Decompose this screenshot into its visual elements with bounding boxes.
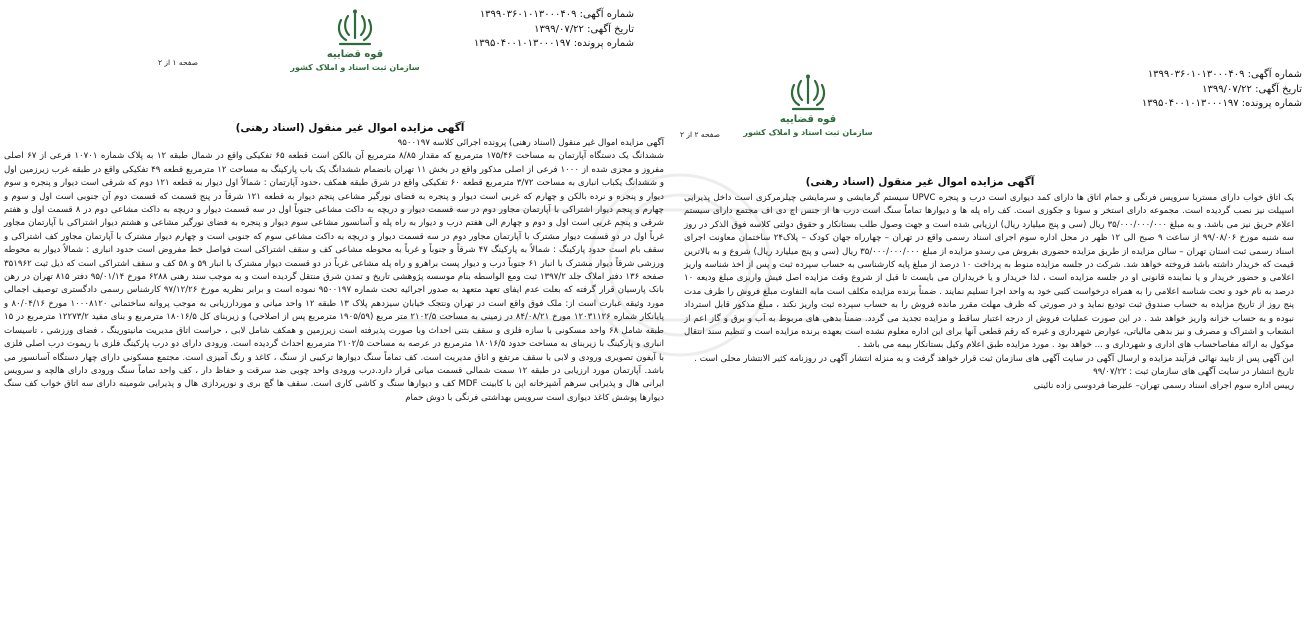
notice-body	[684, 192, 1294, 592]
page-label: صفحه ۲ از ۲	[680, 130, 720, 139]
ad-number: شماره آگهی: ۱۳۹۹۰۳۶۰۱۰۱۳۰۰۰۴۰۹	[1147, 69, 1302, 80]
judiciary-emblem-icon	[332, 8, 378, 48]
body-paragraph: یک اتاق خواب دارای مستربا سرویس فرنگی و حمام اتاق ها دارای کمد دیواری است درب و پنجره UPVC سیستم گرمایشی و سرمایشی چیلرمرکزی است داخل پذیرایی اسپیلت نیز نصب گردیده است. مجموعه دارای استخر و سونا و جکوزی است. کف راه پله ها و دیوارها تماماً سنگ است درب ها از جنس اچ دی اف مجتمع دارای سیستم اعلام حریق نیز می باشد. و به مبلغ ۳۵/۰۰۰/۰۰۰/۰۰۰ ریال (سی و پنج میلیارد ریال) ارزیابی شده است و جهت وصول طلب بستانکار و حقوق دولتی کلاسه فوق الذکر در روز سه شنبه مورخ ۹۹/۰۸/۰۶ از ساعت ۹ صبح الی ۱۲ ظهر در محل اداره سوم اجرای اسناد رسمی واقع در تهران – چهارراه جهان کودک – پلاک۲۴ ساختمان معاونت اجرای اسناد رسمی ثبت استان تهران – سالن مزایده از طریق مزایده حضوری بفروش می رسدو مزایده از مبلغ ۳۵/۰۰۰/۰۰۰/۰۰۰ ریال (سی و پنج میلیارد ریال) شروع و به بالاترین قیمت که خریدار داشته باشد فروخته خواهد شد. شرکت در جلسه مزایده منوط به پرداخت ۱۰ درصد از مبلغ پایه کارشناسی به حساب سپرده ثبت و پس از اخذ شناسه واریز اعلامی و حضور خریدار و یا نماینده قانونی او در جلسه مزایده است ، لذا خریدار و یا خریداران می بایست تا قبل از شروع وقت مزایده اصل فیش واریزی مبلغ ودیعه ۱۰ درصد به نام خود و تحت شناسه اعلامی را به همراه درخواست کتبی خود به واحد اجرا تسلیم نمایند . ضمناً برنده مزایده مکلف است مابه التفاوت مبلغ فروش را ظرف مدت پنج روز از تاریخ مزایده به حساب صندوق ثبت تودیع نماید و در صورتی که ظرف مهلت مقرر مانده فروش را به حساب سپرده ثبت واریز نکند ، مبلغ مذکور قابل استرداد نبوده و به حساب خزانه واریز خواهد شد . در این صورت عملیات فروش از درجه اعتبار ساقط و مزایده تجدید می گردد. ضمناً بدهی های مربوط به آب و برق و گاز اعم از انشعاب و اشتراک و مصرف و نیز بدهی مالیاتی، عوارض شهرداری و غیره که رقم قطعی آنها برای این اداره معلوم نشده است بعهده برنده مزایده است و تنظیم سند انتقال موکول به ارائه مفاصاحساب های اداری و شهرداری و ... خواهد بود . مورد مزایده طبق اعلام وکیل بستانکار بیمه می باشد .	[684, 193, 1295, 351]
notice-page-2	[660, 0, 1304, 620]
body-paragraph: این آگهی پس از تایید نهائی فرآیند مزایده و ارسال آگهی در سایت آگهی های سازمان ثبت قرار خواهد گرفت و به منزله انتشار آگهی در روزنامه کثیر الانتشار محلی است .	[694, 353, 1294, 364]
org-name-sub: سازمان ثبت اسناد و املاک کشور	[290, 63, 420, 72]
notice-body	[4, 137, 664, 620]
file-number: شماره پرونده: ۱۳۹۵۰۴۰۰۱۰۱۳۰۰۰۱۹۷	[473, 38, 634, 49]
page-label: صفحه ۱ از ۲	[158, 58, 198, 67]
ad-date: تاریخ آگهی: ۱۳۹۹/۰۷/۲۲	[534, 23, 634, 35]
judiciary-emblem	[290, 8, 420, 74]
body-paragraph: ششدانگ یک دستگاه آپارتمان به مساحت ۱۷۵/۴۶ مترمربع که مقدار ۸/۸۵ مترمربع آن بالکن است قطعه ۶۵ تفکیکی واقع در شمال طبقه ۱۲ به پلاک شماره ۱۰۷۰۱ فرعی از ۶۷ اصلی مفروز و مجزی شده از ۱۰۰۰ فرعی از اصلی مذکور واقع در بخش ۱۱ تهران بانضمام ششدانگ یک باب پارکینگ به مساحت ۱۲ مترمربع قطعه ۴۹ تفکیکی واقع در طبقه غرب زیرزمین اول و ششدانگ یکباب انباری به مساحت ۳/۷۲ مترمربع قطعه ۶۰ تفکیکی واقع در شرق طبقه همکف ،حدود آپارتمان : شمالاً اول دیوار به قطعه ۱۲۱ دوم که شرقی است دیوار و پنجره و سوم دیوار و پنجره و نرده بالکن و چهارم که غربی است دیوار و پنجره به فضای نورگیر مشاعی پنجم دیوار به قطعه ۱۲۱ شرقاً در پنج قسمت که قسمت دوم آن جنوبی است اول و سوم و چهارم و پنجم دیوار اشتراکی با آپارتمان مجاور دوم در سه قسمت دیوار و دریچه به داکت مشاعی جنوباً اول در سه قسمت دیوار و دریچه به داکت مشاعی دوم در ۸ قسمت اول و هفتم شرقی و پنجم غربی است اول و دوم و چهارم الی هفتم درب و دیوار به راه پله و آسانسور مشاعی سوم دیوار و پنجره به فضای نورگیر مشاعی و هشتم دیوار اشتراکی با آپارتمان مجاور غرباً اول در دو قسمت دیوار مشترک با آپارتمان مجاور دوم در سه قسمت دیوار و دریچه به داکت مشاعی سوم که جنوبی است و چهارم دیوار مشترک با آپارتمان مجاور کف اشتراکی و سقف بام است حدود پارکینگ : شمالاً به پارکینگ ۴۷ شرقاً و جنوباً و غرباً به محوطه مشاعی کف و سقف اشتراکی است فواصل خط مفروض است حدود انباری : شمالاً دیوار به محوطه ورزشی شرقاً دیوار مشترک با انبار ۶۱ جنوباً درب و دیوار پست براهرو و راه پله مشاعی غرباً در دو قسمت دیوار مشترک با انبار ۵۹ و ۵۸ کف و سقف اشتراکی است که ذیل ثبت ۳۵۱۹۶۲ صفحه ۱۳۶ دفتر املاک جلد ۱۳۹۷/۲ ثبت ومع الواسطه بنام موسسه پژوهشی تاریخ و تمدن شرق منتقل گردیده است و به موجب سند رهنی ۶۲۸۸ مورخ ۹۵/۰۱/۱۴ دفتر ۸۱۵ تهران در رهن بانک پارسیان قرار گرفته که بعلت عدم ایفای تعهد متعهد به صدور اجرائیه تحت شماره ۹۵۰۰۱۹۷ نموده است و برابر نظریه مورخ ۹۷/۱۲/۲۶ کارشناس رسمی دادگستری توصیف اجمالی مورد وثیقه عبارت است از: ملک فوق واقع است در تهران ونتجک خیابان سیزدهم پلاک ۱۳ طبقه ۱۲ واحد میانی و موردارزیابی به موجب پروانه ساختمانی ۱۰۰۰۸۱۲۰ مورخ ۸۰/۰۴/۱۶ و پایانکار شماره ۱۲۰۳۱۱۲۶ مورخ ۸۴/۰۸/۲۱ در زمینی به مساحت ۲۱۰۲/۵ متر مربع (۱۹۰۵/۵۹ مترمربع پس از اصلاحی) و زیربنای کل ۱۸۰۱۶/۵ مترمربع و بنای مفید ۱۲۲۷۳/۲ مترمربع در ۱۵ طبقه شامل ۶۸ واحد مسکونی با سازه فلزی و سقف بتنی احداث وبا صورت پذیرفته است زیرزمین و همکف شامل لابی ، حراست اتاق مدیریت مانیتورینگ ، فضای ورزشی ، تاسیسات انباری و پارکینگ با زیربنای به مساحت حدود ۱۸۰۱۶/۵ مترمربع در عرصه به مساحت ۲۱۰۲/۵ مترمربع احداث گردیده است. ورودی دارای دو درب پارکینگ فلزی با ریموت درب اصلی فلزی با آیفون تصویری ورودی و لابی با سقف مرتفع و اتاق مدیریت است. کف تماماً سنگ دیوارها ترکیبی از سنگ ، کاغذ و رنگ آمیزی است. مجتمع مسکونی دارای چهار دستگاه آسانسور می باشد. آپارتمان مورد ارزیابی در طبقه ۱۲ سمت شمالی قسمت میانی قرار دارد.درب ورودی واحد چوبی ضد سرقت و حفاظ دار ، کف واحد تماماً سنگ ورودی دارای هالچه و سرویس ایرانی هال و پذیرایی سرهم آشپزخانه اپن با کابینت MDF کف و دیوارها سنگ و کاشی کاری است. سقف ها گچ بری و نورپردازی هال و پذیرایی شومینه دارای سه اتاق خواب کف سنگ دیوارها پوشش کاغذ دیواری است سرویس بهداشتی فرنگی با دوش حمام	[4, 151, 664, 403]
ad-date: تاریخ آگهی: ۱۳۹۹/۰۷/۲۲	[1202, 83, 1302, 95]
file-number: شماره پرونده: ۱۳۹۵۰۴۰۰۱۰۱۳۰۰۰۱۹۷	[1141, 98, 1302, 109]
body-paragraph: تاریخ انتشار در سایت آگهی های سازمان ثبت : ۹۹/۰۷/۲۲	[1093, 367, 1294, 378]
notice-meta	[1052, 68, 1302, 112]
judiciary-emblem	[743, 73, 873, 139]
ad-number: شماره آگهی: ۱۳۹۹۰۳۶۰۱۰۱۳۰۰۰۴۰۹	[479, 9, 634, 20]
judiciary-emblem-icon	[785, 73, 831, 113]
body-paragraph: آگهی مزایده اموال غیر منقول (اسناد رهنی) پرونده اجرائی کلاسه ۹۵۰۰۱۹۷	[397, 138, 664, 148]
org-name-main: قوه قضاییه	[326, 49, 384, 60]
notice-title: آگهی مزایده اموال غیر منقول (اسناد رهنی)	[805, 176, 1035, 188]
org-name-main: قوه قضاییه	[779, 114, 837, 125]
org-name-sub: سازمان ثبت اسناد و املاک کشور	[743, 128, 873, 137]
notice-title: آگهی مزایده اموال غیر منقول (اسناد رهنی)	[235, 122, 465, 134]
body-paragraph: رییس اداره سوم اجرای اسناد رسمی تهران– علیرضا فردوسی زاده نائینی	[1033, 380, 1294, 391]
notice-meta	[398, 8, 634, 52]
